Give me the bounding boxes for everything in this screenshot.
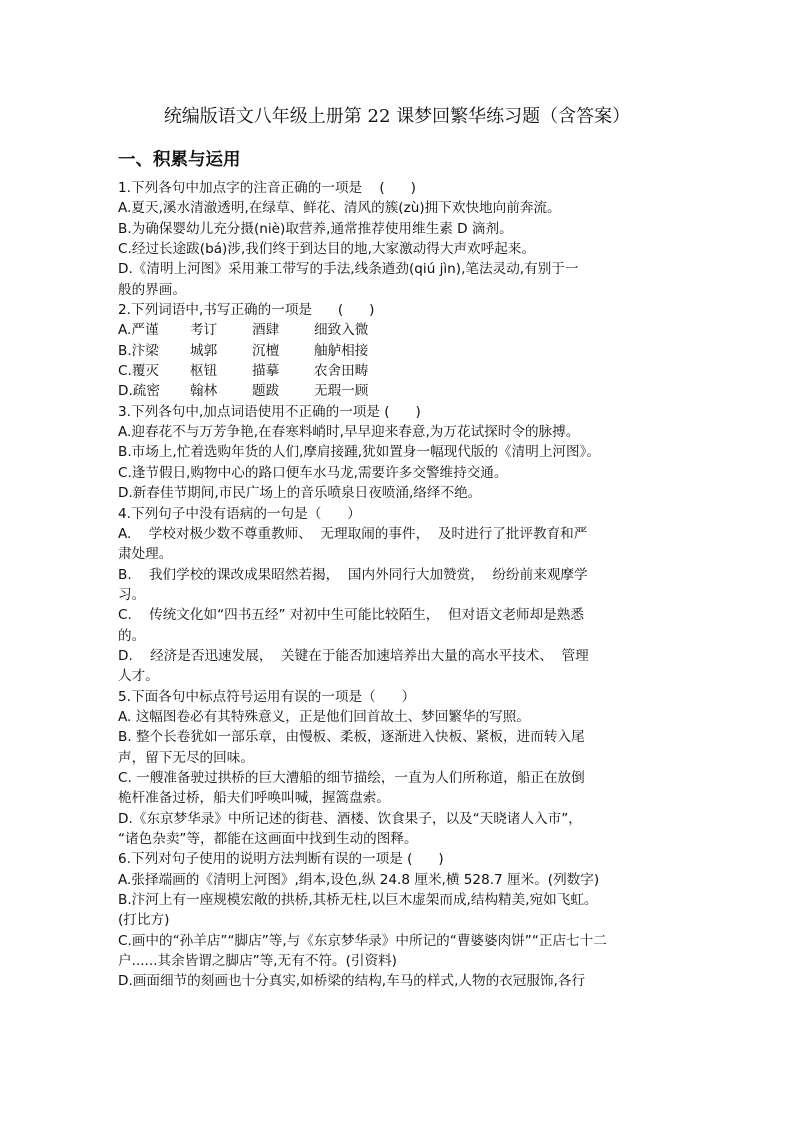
q2-option-word: 细致入微 (314, 322, 369, 339)
questions-block-1 (118, 178, 688, 320)
text-line: 3.下列各句中,加点词语使用不正确的一项是 ( ) (118, 403, 421, 420)
text-line: C. 传统文化如“四书五经” 对初中生可能比较陌生， 但对语文老师却是熟悉 (118, 607, 584, 624)
q2-option-row (118, 320, 688, 340)
text-line: C. 一艘准备驶过拱桥的巨大漕船的细节描绘，一直为人们所称道，船正在放倒 (118, 769, 585, 786)
text-line: D.新春佳节期间,市民广场上的音乐喷泉日夜喷涌,络绎不绝。 (118, 485, 482, 502)
text-line: 的。 (118, 627, 146, 644)
text-line: 4.下列句子中没有语病的一句是（ ） (118, 505, 361, 522)
exercise-body (118, 178, 688, 992)
text-line: C.逢节假日,购物中心的路口便车水马龙,需要许多交警维持交通。 (118, 464, 508, 481)
text-line: “诸色杂卖”等，都能在这画面中找到生动的图释。 (118, 831, 418, 847)
q2-option-word: 题跋 (252, 383, 280, 400)
text-line: 声，留下无尽的回味。 (118, 749, 254, 766)
text-line: B.为确保婴幼儿充分摄(niè)取营养,通常推荐使用维生素 D 滴剂。 (118, 220, 513, 237)
text-line: D.《清明上河图》采用兼工带写的手法,线条遒劲(qiú jìn),笔法灵动,有别于一 (118, 261, 579, 278)
q2-option-word: D.疏密 (118, 383, 160, 400)
text-line: B. 整个长卷犹如一部乐章，由慢板、柔板，逐渐进入快板、紧板，进而转入尾 (118, 729, 585, 746)
text-line: D.《东京梦华录》中所记述的街巷、酒楼、饮食果子，以及“天晓诸人入市”， (118, 810, 582, 827)
q2-option-word: 翰林 (190, 383, 218, 400)
text-line: 桅杆准备过桥，船夫们呼唤叫喊，握篙盘索。 (118, 790, 390, 807)
text-line: 1.下列各句中加点字的注音正确的一项是 ( ) (118, 180, 416, 196)
q2-option-word: 考订 (190, 322, 218, 339)
text-line: D.画面细节的刻画也十分真实,如桥梁的结构,车马的样式,人物的衣冠服饰,各行 (118, 973, 586, 990)
q2-option-row (118, 361, 688, 381)
text-line: 5.下面各句中标点符号运用有误的一项是（ ） (118, 688, 416, 705)
text-line: 习。 (118, 586, 146, 603)
text-line: B.市场上,忙着选购年货的人们,摩肩接踵,犹如置身一幅现代版的《清明上河图》。 (118, 444, 600, 461)
questions-block-2 (118, 402, 688, 992)
text-line: 2.下列词语中,书写正确的一项是 ( ) (118, 302, 375, 319)
q2-option-word: A.严谨 (118, 322, 159, 339)
text-line: A.迎春花不与万芳争艳,在春寒料峭时,早早迎来春意,为万花试探时令的脉搏。 (118, 424, 580, 441)
q2-option-word: 农舍田畴 (314, 363, 369, 380)
q2-option-word: 沉檀 (252, 342, 280, 359)
text-line: 户......其余皆谓之脚店”等,无有不符。(引资料) (118, 953, 397, 970)
q2-option-word: 舳舻相接 (314, 342, 369, 359)
section-heading: 一、积累与运用 (118, 150, 241, 170)
q2-option-word: 描摹 (252, 363, 280, 380)
text-line: (打比方) (118, 912, 170, 929)
text-line: B. 我们学校的课改成果昭然若揭， 国内外同行大加赞赏， 纷纷前来观摩学 (118, 566, 588, 583)
text-line: 般的界画。 (118, 281, 186, 298)
q2-option-word: 枢钮 (190, 363, 218, 380)
text-line: B.汴河上有一座规模宏敞的拱桥,其桥无柱,以巨木虚架而成,结构精美,宛如飞虹。 (118, 892, 598, 909)
q2-option-word: C.覆灭 (118, 363, 160, 380)
document-title: 统编版语文八年级上册第 22 课梦回繁华练习题（含答案） (163, 106, 631, 127)
q2-option-word: 城郭 (190, 342, 218, 359)
text-line: D. 经济是否迅速发展， 关键在于能否加速培养出大量的高水平技术、 管理 (118, 647, 589, 664)
text-line: A. 这幅图卷必有其特殊意义，正是他们回首故土、梦回繁华的写照。 (118, 708, 530, 725)
q2-option-word: 酒肆 (252, 322, 280, 339)
text-line: 人才。 (118, 668, 159, 685)
q2-option-row (118, 381, 688, 401)
q2-option-word: B.汴梁 (118, 342, 159, 359)
q2-option-row (118, 341, 688, 361)
text-line: A.张择端画的《清明上河图》,绢本,设色,纵 24.8 厘米,横 528.7 厘米。(列数字) (118, 871, 600, 888)
text-line: C.经过长途跋(bá)涉,我们终于到达目的地,大家激动得大声欢呼起来。 (118, 241, 536, 258)
text-line: A. 学校对极少数不尊重教师、 无理取闹的事件， 及时进行了批评教育和严 (118, 525, 588, 542)
text-line: 6.下列对句子使用的说明方法判断有误的一项是 ( ) (118, 851, 444, 868)
text-line: A.夏天,溪水清澈透明,在绿草、鲜花、清风的簇(zù)拥下欢快地向前奔流。 (118, 200, 561, 217)
text-line: C.画中的“孙羊店”“脚店”等,与《东京梦华录》中所记的“曹婆婆肉饼”“正店七十二 (118, 932, 607, 949)
text-line: 肃处理。 (118, 546, 173, 563)
q2-options-table (118, 320, 688, 401)
q2-option-word: 无瑕一顾 (314, 383, 369, 400)
